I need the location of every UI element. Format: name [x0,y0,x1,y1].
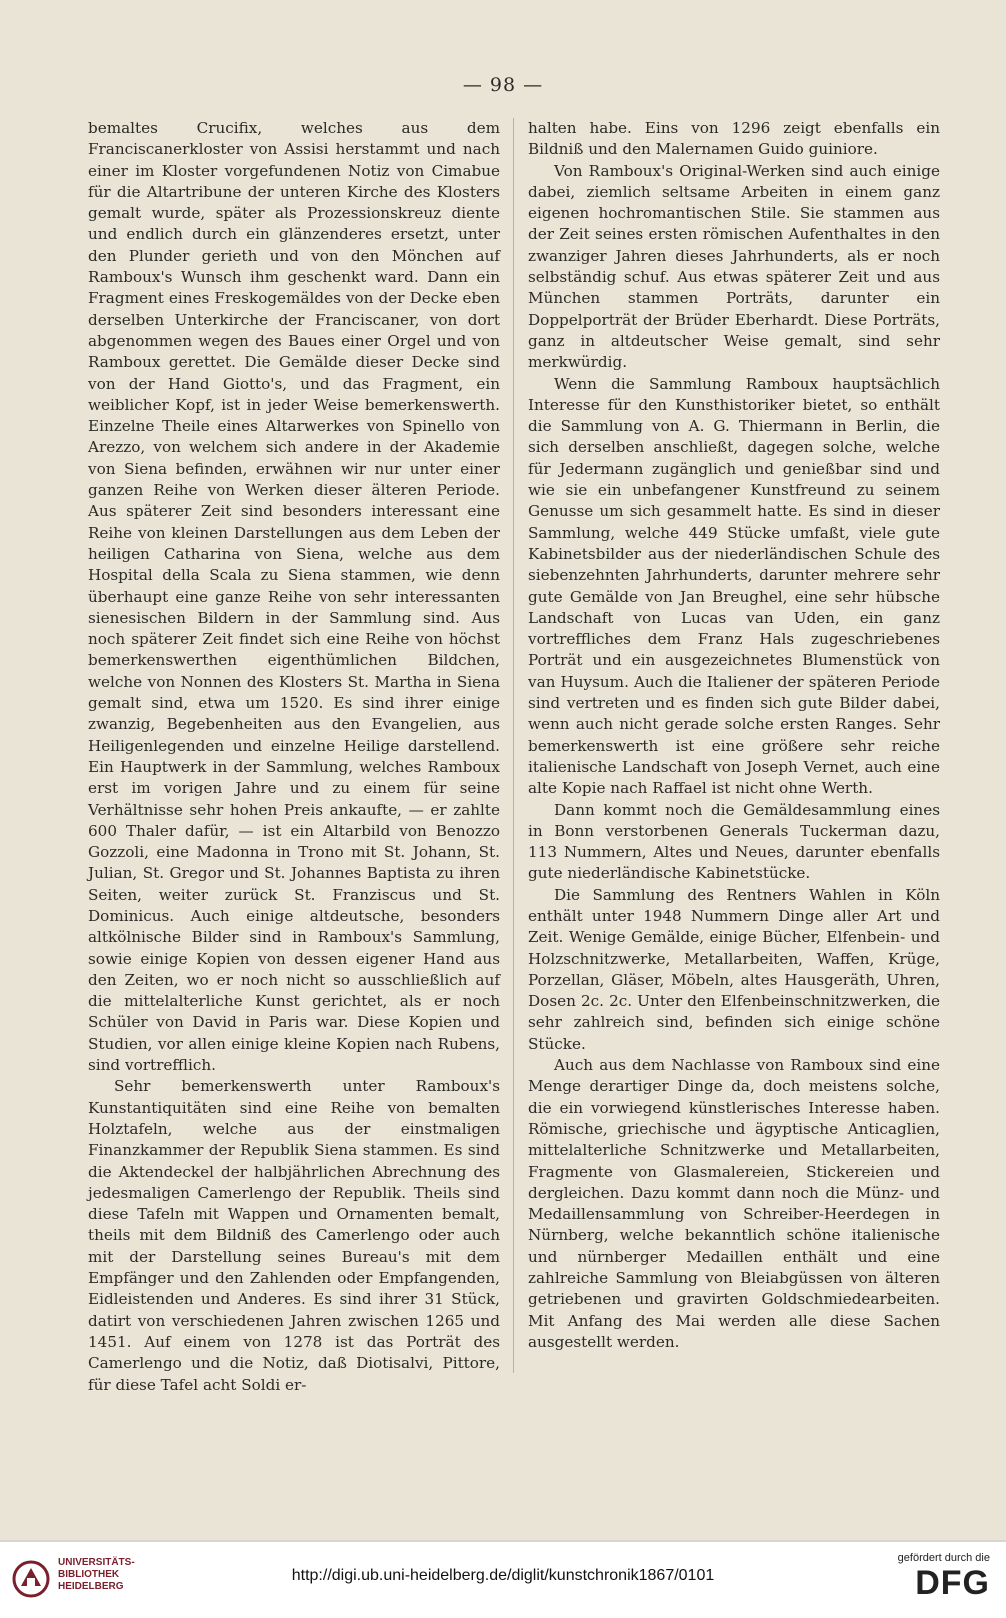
page-number: — 98 — [462,74,544,96]
paragraph: Die Sammlung des Rentners Wahlen in Köln enthält unter 1948 Nummern Dinge aller Art und Zeit. Wenige Gemälde, einige Bücher, Elfenbein- und Holzschnitzwerke, Metallarbeiten, Waffen, Krüge, Porzellan, Gläser, Möbeln, altes Hausgeräth, Uhren, Dosen 2c. 2c. Unter den Elfenbeinschnitzwerken, die sehr zahlreich sind, befinden sich einige schöne Stücke. [528,885,940,1053]
paragraph: Dann kommt noch die Gemäldesammlung eines in Bonn verstorbenen Generals Tuckerman dazu, 113 Nummern, Altes und Neues, darunter ebenfalls gute niederländische Kabinetstücke. [528,800,940,883]
paragraph: Sehr bemerkenswerth unter Ramboux's Kunstantiquitäten sind eine Reihe von bemalten Holztafeln, welche aus der einstmaligen Finanzkammer der Republik Siena stammen. Es sind die Aktendeckel der halbjährlichen Abrechnung des jedesmaligen Camerlengo der Republik. Theils sind diese Tafeln mit Wappen und Ornamenten bemalt, theils mit dem Bildniß des Camerlengo oder auch mit der Darstellung seines Bureau's mit dem Empfänger und den Zahlenden oder Empfangenden, Eidleistenden und Anderes. Es sind ihrer 31 Stück, datirt von verschiedenen Jahren zwischen 1265 und 1451. Auf einem von 1278 ist das Porträt des Camerlengo und die Notiz, daß Diotisalvi, Pittore, für diese Tafel acht Soldi er- [88,1077,500,1394]
library-line: UNIVERSITÄTS- [58,1557,135,1568]
sponsor-label: gefördert durch die [897,1552,990,1564]
right-column [528,118,940,1353]
paragraph: halten habe. Eins von 1296 zeigt ebenfalls ein Bildniß und den Malernamen Guido guiniore. [528,119,940,159]
sponsor-block[interactable] [898,1552,990,1600]
paragraph: bemaltes Crucifix, welches aus dem Franciscanerkloster von Assisi herstammt und nach einer im Kloster vorgefundenen Notiz von Cimabue für die Altartribune der unteren Kirche des Klosters gemalt wurde, später als Prozessionskreuz diente und endlich durch ein glänzenderes ersetzt, unter den Plunder gerieth und von den Mönchen auf Ramboux's Wunsch ihm geschenkt ward. Dann ein Fragment eines Freskogemäldes von der Decke eben derselben Unterkirche der Franciscaner, von dort abgenommen wegen des Baues einer Orgel und von Ramboux gerettet. Die Gemälde dieser Decke sind von der Hand Giotto's, und das Fragment, ein weiblicher Kopf, ist in jeder Weise bemerkenswerth. Einzelne Theile eines Altarwerkes von Spinello von Arezzo, von welchem sich andere in der Akademie von Siena befinden, erwähnen wir nur unter einer ganzen Reihe von Werken dieser älteren Periode. Aus späterer Zeit sind besonders interessant eine Reihe von kleinen Darstellungen aus dem Leben der heiligen Catharina von Siena, welche aus dem Hospital della Scala zu Siena stammen, wie denn überhaupt eine ganze Reihe von sehr interessanten sienesischen Bildern in der Sammlung sind. Aus noch späterer Zeit findet sich eine Reihe von höchst bemerkenswerthen eigenthümlichen Bildchen, welche von Nonnen des Klosters St. Martha in Siena gemalt sind, etwa um 1520. Es sind ihrer einige zwanzig, Begebenheiten aus den Evangelien, aus Heiligenlegenden und einzelne Heilige darstellend. Ein Hauptwerk in der Sammlung, welches Ramboux erst im vorigen Jahre und zu einem für seine Verhältnisse sehr hohen Preis ankaufte, — er zahlte 600 Thaler dafür, — ist ein Altarbild von Benozzo Gozzoli, eine Madonna in Trono mit St. Johann, St. Julian, St. Gregor und St. Johannes Baptista zu ihren Seiten, weiter zurück St. Franziscus und St. Dominicus. Auch einige altdeutsche, besonders altkölnische Bilder sind in Ramboux's Sammlung, sowie einige Kopien von dessen eigener Hand aus den Zeiten, wo er noch nicht so ausschließlich auf die mittelalterliche Kunst gerichtet, als er noch Schüler von David in Paris war. Diese Kopien und Studien, vor allen einige kleine Kopien nach Rubens, sind vortrefflich. [88,119,500,1075]
paragraph: Von Ramboux's Original-Werken sind auch einige dabei, ziemlich seltsame Arbeiten in einem ganz eigenen hochromantischen Stile. Sie stammen aus der Zeit seines ersten römischen Aufenthaltes in den zwanziger Jahren dieses Jahrhunderts, als er noch selbständig schuf. Aus etwas späterer Zeit und aus München stammen Porträts, darunter ein Doppelporträt der Brüder Eberhardt. Diese Porträts, ganz in altdeutscher Weise gemalt, sind sehr merkwürdig. [528,161,940,372]
footer-divider [0,1540,1006,1542]
left-column [88,118,500,1396]
source-url[interactable]: http://digi.ub.uni-heidelberg.de/diglit/kunstchronik1867/0101 [291,1567,715,1584]
dfg-logo: DFG [915,1564,990,1602]
library-line: HEIDELBERG [58,1581,124,1592]
paragraph: Auch aus dem Nachlasse von Ramboux sind eine Menge derartiger Dinge da, doch meistens solche, die ein vorwiegend künstlerisches Interesse haben. Römische, griechische und ägyptische Anticaglien, mittelalterliche Schnitzwerke und Metallarbeiten, Fragmente von Glasmalereien, Stickereien und dergleichen. Dazu kommt dann noch die Münz- und Medaillensammlung von Schreiber-Heerdegen in Nürnberg, welche bekanntlich schöne italienische und nürnberger Medaillen enthält und eine zahlreiche Sammlung von Bleiabgüssen von älteren getriebenen und gravirten Goldschmiedearbeiten. Mit Anfang des Mai werden alle diese Sachen ausgestellt werden. [528,1056,940,1351]
library-line: BIBLIOTHEK [58,1569,120,1580]
column-divider [513,118,514,1373]
paragraph: Wenn die Sammlung Ramboux hauptsächlich Interesse für den Kunsthistoriker bietet, so enthält die Sammlung von A. G. Thiermann in Berlin, die sich derselben anschließt, dagegen solche, welche für Jedermann zugänglich und genießbar sind und wie sie ein unbefangener Kunstfreund zu seinem Genusse um sich gesammelt hatte. Es sind in dieser Sammlung, welche 449 Stücke umfaßt, viele gute Kabinetsbilder aus der niederländischen Schule des siebenzehnten Jahrhunderts, darunter mehrere sehr gute Gemälde von Jan Breughel, eine sehr hübsche Landschaft von Lucas van Uden, ein ganz vortreffliches dem Franz Hals zugeschriebenes Porträt und ein ausgezeichnetes Blumenstück von van Huysum. Auch die Italiener der späteren Periode sind vertreten und es finden sich gute Bilder dabei, wenn auch nicht gerade solche ersten Ranges. Sehr bemerkenswerth ist eine größere sehr reiche italienische Landschaft von Joseph Vernet, auch eine alte Kopie nach Raffael ist nicht ohne Werth. [528,374,940,798]
